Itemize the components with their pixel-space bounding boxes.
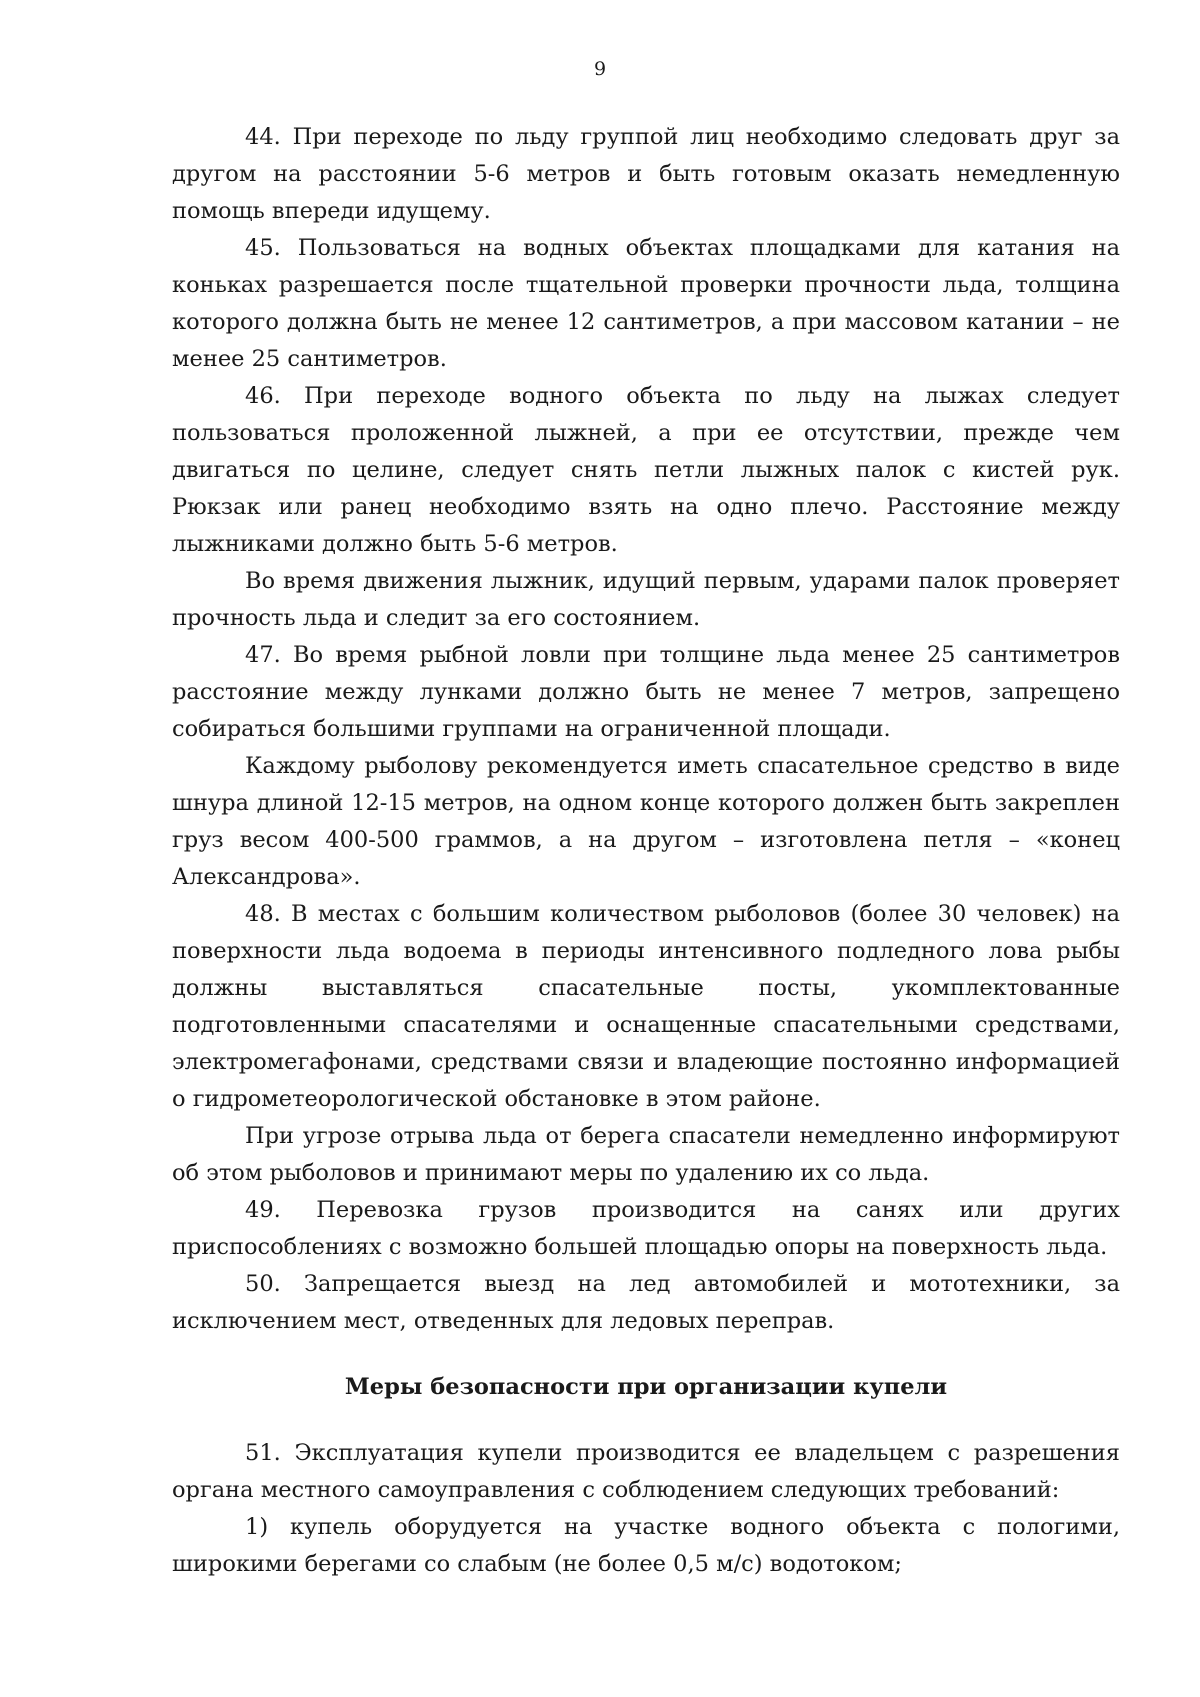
paragraph-46-continued: Во время движения лыжник, идущий первым, ударами палок проверяет прочность льда и следит за его состоянием. [172, 568, 1120, 631]
document-body [172, 119, 1120, 1583]
paragraph-46: 46. При переходе водного объекта по льду на лыжах следует пользоваться проложенной лыжней, а при ее отсутствии, прежде чем двигаться по целине, следует снять петли лыжных палок с кистей рук. Рюкзак или ранец необходимо взять на одно плечо. Расстояние между лыжниками должно быть 5-6 метров. [172, 383, 1120, 557]
paragraph-49: 49. Перевозка грузов производится на санях или других приспособлениях с возможно большей площадью опоры на поверхность льда. [172, 1197, 1120, 1260]
paragraph-44: 44. При переходе по льду группой лиц необходимо следовать друг за другом на расстоянии 5-6 метров и быть готовым оказать немедленную помощь впереди идущему. [172, 124, 1120, 224]
paragraph-50: 50. Запрещается выезд на лед автомобилей и мототехники, за исключением мест, отведенных для ледовых переправ. [172, 1271, 1120, 1334]
paragraph-47-continued: Каждому рыболову рекомендуется иметь спасательное средство в виде шнура длиной 12-15 метров, на одном конце которого должен быть закреплен груз весом 400-500 граммов, а на другом – изготовлена петля – «конец Александрова». [172, 753, 1120, 890]
paragraph-51-item-1: 1) купель оборудуется на участке водного объекта с пологими, широкими берегами со слабым (не более 0,5 м/с) водотоком; [172, 1514, 1120, 1577]
paragraph-48-continued: При угрозе отрыва льда от берега спасатели немедленно информируют об этом рыболовов и принимают меры по удалению их со льда. [172, 1123, 1120, 1186]
section-heading: Меры безопасности при организации купели [344, 1374, 948, 1400]
paragraph-51: 51. Эксплуатация купели производится ее владельцем с разрешения органа местного самоуправления с соблюдением следующих требований: [172, 1440, 1120, 1503]
paragraph-48: 48. В местах с большим количеством рыболовов (более 30 человек) на поверхности льда водоема в периоды интенсивного подледного лова рыбы должны выставляться спасательные посты, укомплектованные подготовленными спасателями и оснащенные спасательными средствами, электромегафонами, средствами связи и владеющие постоянно информацией о гидрометеорологической обстановке в этом районе. [172, 901, 1120, 1112]
page-number: 9 [593, 58, 607, 80]
paragraph-45: 45. Пользоваться на водных объектах площадками для катания на коньках разрешается после тщательной проверки прочности льда, толщина которого должна быть не менее 12 сантиметров, а при массовом катании – не менее 25 сантиметров. [172, 235, 1120, 372]
paragraph-47: 47. Во время рыбной ловли при толщине льда менее 25 сантиметров расстояние между лунками должно быть не менее 7 метров, запрещено собираться большими группами на ограниченной площади. [172, 642, 1120, 742]
